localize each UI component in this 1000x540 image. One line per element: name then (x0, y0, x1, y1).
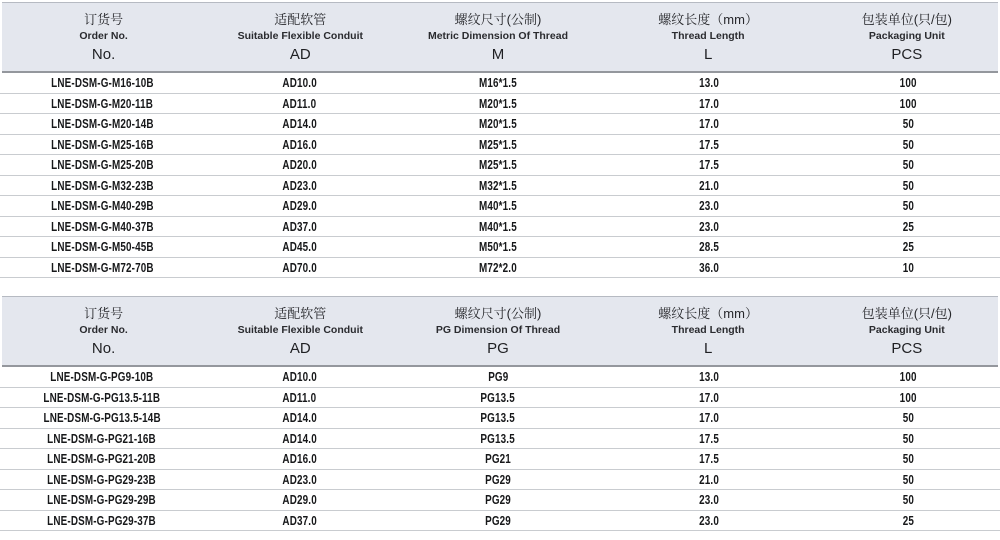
cell-packaging-unit: 50 (902, 430, 915, 446)
table-row (0, 73, 1000, 94)
cell-order-no: LNE-DSM-G-PG21-20B (47, 451, 157, 467)
cell-thread-length: 23.0 (699, 198, 719, 214)
cell-order-no: LNE-DSM-G-M32-23B (50, 177, 154, 193)
cell-suitable-conduit: AD11.0 (282, 95, 317, 111)
cell-packaging-unit: 10 (902, 259, 915, 275)
header-label-en: Packaging Unit (868, 324, 945, 336)
table-row (0, 135, 1000, 156)
cell-suitable-conduit: AD14.0 (282, 430, 317, 446)
cell-thread-dimension: M72*2.0 (479, 259, 517, 275)
cell-thread-dimension: M40*1.5 (479, 218, 517, 234)
cell-packaging-unit: 100 (900, 95, 917, 111)
header-label-code: AD (289, 340, 311, 357)
cell-thread-length: 17.0 (699, 116, 719, 132)
cell-packaging-unit: 100 (900, 75, 917, 91)
cell-thread-length: 17.0 (699, 410, 719, 426)
cell-order-no: LNE-DSM-G-PG13.5-14B (43, 410, 161, 426)
table-row (0, 490, 1000, 511)
cell-packaging-unit: 50 (902, 471, 915, 487)
table-row (0, 114, 1000, 135)
cell-suitable-conduit: AD23.0 (282, 471, 317, 487)
cell-thread-dimension: PG9 (487, 369, 509, 385)
cell-packaging-unit: 50 (902, 410, 915, 426)
cell-order-no: LNE-DSM-G-M25-16B (50, 136, 154, 152)
cell-suitable-conduit: AD10.0 (282, 369, 317, 385)
cell-packaging-unit: 25 (902, 239, 915, 255)
cell-order-no: LNE-DSM-G-M25-20B (50, 157, 154, 173)
cell-thread-dimension: M25*1.5 (479, 136, 517, 152)
header-label-zh: 螺纹尺寸(公制) (454, 306, 542, 321)
table-row (0, 449, 1000, 470)
header-label-en: Thread Length (671, 30, 745, 42)
cell-packaging-unit: 50 (902, 492, 915, 508)
cell-thread-dimension: PG13.5 (480, 430, 516, 446)
cell-packaging-unit: 50 (902, 157, 915, 173)
cell-thread-length: 17.0 (699, 95, 719, 111)
cell-thread-length: 23.0 (699, 492, 719, 508)
pg-table-body (0, 367, 1000, 531)
header-label-en: Order No. (79, 30, 128, 42)
table-row (0, 176, 1000, 197)
cell-packaging-unit: 50 (902, 451, 915, 467)
table-row (0, 429, 1000, 450)
header-label-en: Suitable Flexible Conduit (237, 30, 363, 42)
cell-suitable-conduit: AD23.0 (282, 177, 317, 193)
cell-thread-length: 17.5 (699, 157, 719, 173)
table-gap (0, 278, 1000, 296)
cell-thread-dimension: M40*1.5 (479, 198, 517, 214)
cell-thread-dimension: PG13.5 (480, 389, 516, 405)
cell-order-no: LNE-DSM-G-M40-37B (50, 218, 154, 234)
header-label-en: Suitable Flexible Conduit (237, 324, 363, 336)
cell-order-no: LNE-DSM-G-M20-11B (51, 95, 153, 111)
table-row (0, 511, 1000, 532)
cell-suitable-conduit: AD29.0 (282, 492, 317, 508)
cell-order-no: LNE-DSM-G-PG29-23B (47, 471, 157, 487)
table-row (0, 217, 1000, 238)
header-label-code: No. (91, 340, 116, 357)
header-cell-thread-dimension (395, 10, 600, 65)
cell-thread-length: 17.5 (699, 451, 719, 467)
cell-suitable-conduit: AD16.0 (282, 451, 317, 467)
cell-thread-dimension: M32*1.5 (479, 177, 517, 193)
cell-thread-dimension: PG13.5 (480, 410, 516, 426)
cell-packaging-unit: 25 (902, 218, 915, 234)
cell-order-no: LNE-DSM-G-PG13.5-11B (43, 389, 161, 405)
pg-thread-table (0, 296, 1000, 531)
header-label-en: Order No. (79, 324, 128, 336)
header-cell-order-no (2, 304, 205, 359)
header-label-zh: 适配软管 (274, 306, 327, 321)
header-label-zh: 螺纹长度（mm） (658, 306, 758, 321)
cell-thread-length: 23.0 (699, 218, 719, 234)
header-label-code: PCS (891, 340, 923, 357)
cell-thread-length: 36.0 (699, 259, 719, 275)
header-label-code: No. (91, 46, 116, 63)
cell-suitable-conduit: AD20.0 (282, 157, 317, 173)
cell-packaging-unit: 50 (902, 198, 915, 214)
cell-thread-dimension: PG29 (485, 492, 511, 508)
cell-order-no: LNE-DSM-G-PG9-10B (50, 369, 154, 385)
table-row (0, 408, 1000, 429)
cell-thread-length: 13.0 (699, 369, 719, 385)
cell-suitable-conduit: AD10.0 (282, 75, 317, 91)
header-cell-suitable-conduit (205, 304, 395, 359)
table-row (0, 237, 1000, 258)
header-cell-order-no (2, 10, 205, 65)
cell-thread-dimension: PG29 (485, 512, 511, 528)
cell-thread-dimension: M20*1.5 (479, 95, 517, 111)
header-label-code: L (703, 46, 713, 63)
header-label-en: Metric Dimension Of Thread (427, 30, 568, 42)
table-row (0, 470, 1000, 491)
header-label-code: AD (289, 46, 311, 63)
header-label-code: PG (487, 340, 509, 357)
header-cell-thread-dimension (395, 304, 600, 359)
header-label-zh: 包装单位(只/包) (861, 306, 952, 321)
cell-suitable-conduit: AD70.0 (282, 259, 317, 275)
cell-packaging-unit: 50 (902, 116, 915, 132)
cell-thread-length: 21.0 (699, 471, 719, 487)
cell-order-no: LNE-DSM-G-PG29-37B (47, 512, 157, 528)
header-label-en: PG Dimension Of Thread (435, 324, 561, 336)
cell-order-no: LNE-DSM-G-M16-10B (50, 75, 154, 91)
header-cell-thread-length (601, 304, 816, 359)
cell-suitable-conduit: AD16.0 (282, 136, 317, 152)
cell-thread-length: 17.0 (699, 389, 719, 405)
cell-order-no: LNE-DSM-G-PG21-16B (47, 430, 157, 446)
cell-suitable-conduit: AD37.0 (282, 512, 317, 528)
metric-table-header (2, 2, 998, 73)
cell-thread-length: 28.5 (699, 239, 719, 255)
header-cell-thread-length (601, 10, 816, 65)
cell-packaging-unit: 50 (902, 136, 915, 152)
cell-thread-dimension: PG29 (485, 471, 511, 487)
header-label-code: L (703, 340, 713, 357)
cell-suitable-conduit: AD29.0 (282, 198, 317, 214)
metric-table-body (0, 73, 1000, 278)
table-row (0, 155, 1000, 176)
header-label-en: Packaging Unit (868, 30, 945, 42)
metric-thread-table (0, 2, 1000, 278)
cell-suitable-conduit: AD11.0 (282, 389, 317, 405)
cell-suitable-conduit: AD14.0 (282, 410, 317, 426)
cell-suitable-conduit: AD45.0 (282, 239, 317, 255)
cell-thread-length: 13.0 (699, 75, 719, 91)
header-cell-packaging-unit (816, 10, 998, 65)
cell-suitable-conduit: AD14.0 (282, 116, 317, 132)
header-label-zh: 包装单位(只/包) (861, 12, 952, 27)
cell-suitable-conduit: AD37.0 (282, 218, 317, 234)
cell-thread-length: 17.5 (699, 430, 719, 446)
pg-table-header (2, 296, 998, 367)
cell-order-no: LNE-DSM-G-PG29-29B (47, 492, 157, 508)
cell-thread-dimension: M16*1.5 (479, 75, 517, 91)
header-label-zh: 螺纹长度（mm） (658, 12, 758, 27)
header-cell-suitable-conduit (205, 10, 395, 65)
table-row (0, 388, 1000, 409)
cell-order-no: LNE-DSM-G-M50-45B (50, 239, 154, 255)
cell-packaging-unit: 25 (902, 512, 915, 528)
header-label-zh: 订货号 (84, 12, 124, 27)
header-cell-packaging-unit (816, 304, 998, 359)
header-label-zh: 适配软管 (274, 12, 327, 27)
table-row (0, 258, 1000, 279)
cell-thread-dimension: M25*1.5 (479, 157, 517, 173)
header-label-code: PCS (891, 46, 923, 63)
header-label-en: Thread Length (671, 324, 745, 336)
cell-thread-dimension: PG21 (485, 451, 511, 467)
cell-packaging-unit: 50 (902, 177, 915, 193)
table-row (0, 94, 1000, 115)
table-row (0, 367, 1000, 388)
cell-thread-dimension: M50*1.5 (479, 239, 517, 255)
cell-thread-dimension: M20*1.5 (479, 116, 517, 132)
header-label-code: M (491, 46, 505, 63)
cell-thread-length: 17.5 (699, 136, 719, 152)
header-label-zh: 订货号 (84, 306, 124, 321)
cell-thread-length: 21.0 (699, 177, 719, 193)
table-row (0, 196, 1000, 217)
cell-packaging-unit: 100 (900, 369, 917, 385)
cell-packaging-unit: 100 (900, 389, 917, 405)
cell-order-no: LNE-DSM-G-M40-29B (50, 198, 154, 214)
cell-thread-length: 23.0 (699, 512, 719, 528)
cell-order-no: LNE-DSM-G-M20-14B (50, 116, 154, 132)
cell-order-no: LNE-DSM-G-M72-70B (50, 259, 154, 275)
header-label-zh: 螺纹尺寸(公制) (454, 12, 542, 27)
